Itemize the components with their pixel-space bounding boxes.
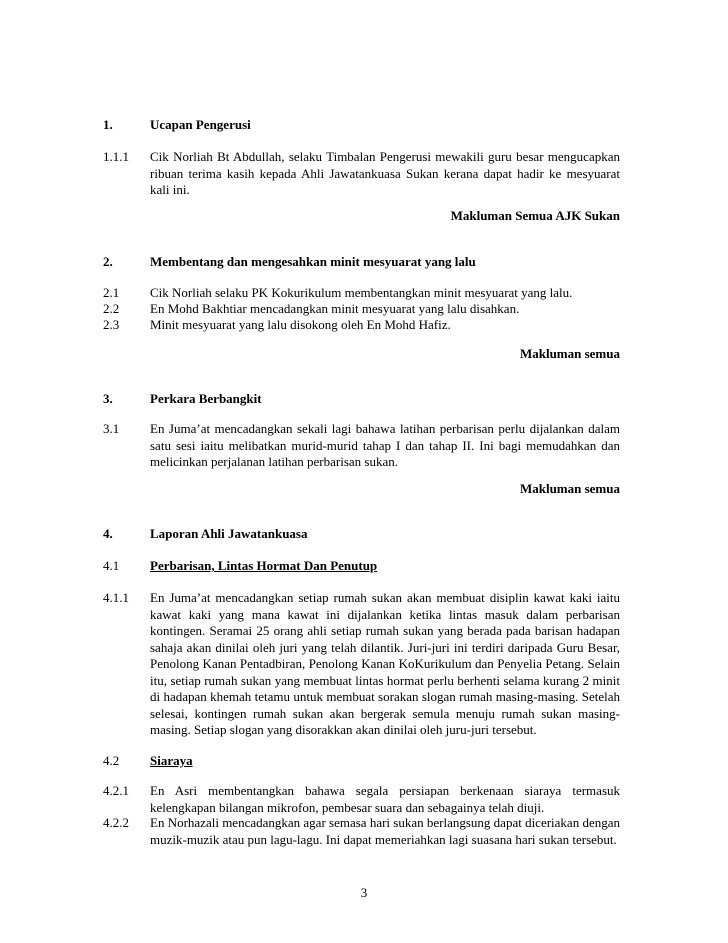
section-number: 2. xyxy=(103,254,113,269)
item-number: 4.1.1 xyxy=(103,590,129,605)
makluman-note: Makluman semua xyxy=(519,481,620,496)
section-title: Perkara Berbangkit xyxy=(150,391,262,406)
item-text: Minit mesyuarat yang lalu disokong oleh En Mohd Hafiz. xyxy=(150,317,451,332)
item-text: En Mohd Bakhtiar mencadangkan minit mesyuarat yang lalu disahkan. xyxy=(150,301,520,316)
subsection-title: Siaraya xyxy=(150,753,193,768)
item-text: En Norhazali mencadangkan agar semasa hari sukan berlangsung dapat diceriakan dengan muzik-muzik atau pun lagu-lagu. Ini dapat memeriahkan lagi suasana hari sukan tersebut. xyxy=(150,815,620,847)
item-number: 1.1.1 xyxy=(103,149,129,164)
page-number: 3 xyxy=(360,885,368,900)
item-number: 2.1 xyxy=(103,285,120,300)
item-number: 4.2.1 xyxy=(103,783,129,798)
item-text: En Asri membentangkan bahawa segala persiapan berkenaan siaraya termasuk kelengkapan bilangan mikrofon, pembesar suara dan sebagainya telah diuji. xyxy=(150,783,620,815)
section-title: Ucapan Pengerusi xyxy=(150,117,251,132)
makluman-note: Makluman Semua AJK Sukan xyxy=(450,208,620,223)
subsection-title: Perbarisan, Lintas Hormat Dan Penutup xyxy=(150,558,378,573)
section-title: Membentang dan mengesahkan minit mesyuarat yang lalu xyxy=(150,254,476,269)
item-number: 4.2.2 xyxy=(103,815,129,830)
item-text: Cik Norliah selaku PK Kokurikulum membentangkan minit mesyuarat yang lalu. xyxy=(150,285,573,300)
section-number: 3. xyxy=(103,391,113,406)
section-title: Laporan Ahli Jawatankuasa xyxy=(150,526,308,541)
item-number: 2.2 xyxy=(103,301,120,316)
subsection-number: 4.1 xyxy=(103,558,120,573)
item-text: En Juma’at mencadangkan sekali lagi bahawa latihan perbarisan perlu dijalankan dalam satu sesi iaitu melibatkan murid-murid tahap I dan tahap II. Ini bagi memudahkan dan melicinkan perjalanan latihan perbarisan sukan. xyxy=(150,421,620,469)
item-text: En Juma’at mencadangkan setiap rumah sukan akan membuat disiplin kawat kaki iaitu kawat kaki yang mana kawat ini dijalankan ketika lintas masuk dalam perbarisan kontingen. Seramai 25 orang ahli setiap rumah sukan yang berada pada barisan hadapan sahaja akan dinilai oleh juri yang telah dilantik. Juri-juri ini terdiri daripada Guru Besar, Penolong Kanan Pentadbiran, Penolong Kanan KoKurikulum dan Penyelia Petang. Selain itu, setiap rumah sukan yang membuat lintas hormat perlu berhenti selama kurang 2 minit di hadapan khemah tetamu untuk membuat sorakan slogan rumah masing-masing. Setelah selesai, kontingen rumah sukan akan bergerak semula menuju rumah sukan masing-masing. Setiap slogan yang disorakkan akan dinilai oleh juru-juri tersebut. xyxy=(150,590,620,737)
item-number: 2.3 xyxy=(103,317,120,332)
item-text: Cik Norliah Bt Abdullah, selaku Timbalan Pengerusi mewakili guru besar mengucapkan ribuan terima kasih kepada Ahli Jawatankuasa Sukan kerana dapat hadir ke mesyuarat kali ini. xyxy=(150,149,620,197)
section-number: 4. xyxy=(103,526,113,541)
makluman-note: Makluman semua xyxy=(519,346,620,361)
item-number: 3.1 xyxy=(103,421,120,436)
subsection-number: 4.2 xyxy=(103,753,120,768)
section-number: 1. xyxy=(103,117,113,132)
